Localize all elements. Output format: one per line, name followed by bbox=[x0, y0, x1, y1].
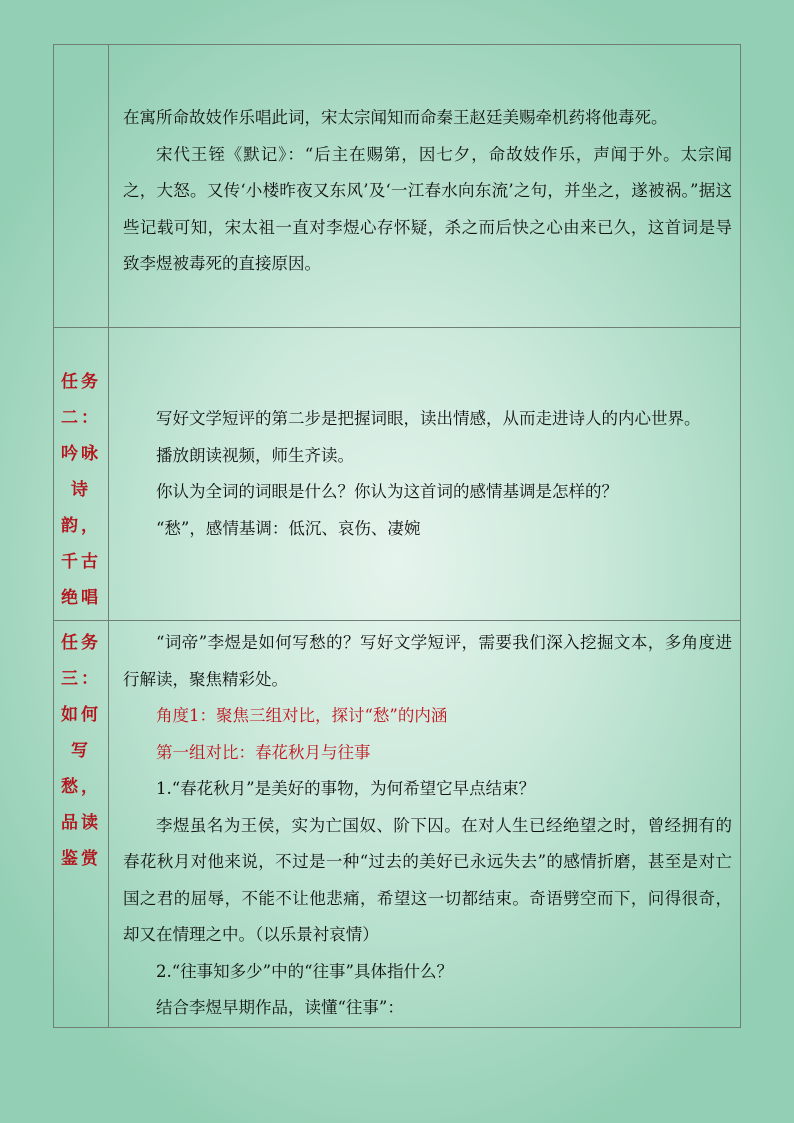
paragraph: 宋代王铚《默记》：“后主在赐第，因七夕，命故妓作乐，声闻于外。太宗闻之，大怒。又传‘小楼昨夜又东风’及‘一江春水向东流’之句，并坐之，遂被祸。”据这些记载可知，宋太祖一直对李煜心存怀疑，杀之而后快之心由来已久，这首词是导致李煜被毒死的直接原因。 bbox=[123, 144, 732, 273]
row-label-cell bbox=[54, 621, 109, 1028]
paragraph: “词帝”李煜是如何写愁的？写好文学短评，需要我们深入挖掘文本，多角度进行解读，聚焦精彩处。 bbox=[123, 633, 732, 689]
row-label-cell bbox=[54, 45, 109, 328]
paragraph: 写好文学短评的第二步是把握词眼，读出情感，从而走进诗人的内心世界。 bbox=[156, 409, 701, 428]
row-content-cell bbox=[109, 328, 741, 621]
comparison-heading: 第一组对比：春花秋月与往事 bbox=[156, 742, 371, 762]
question: 1.“春花秋月”是美好的事物，为何希望它早点结束？ bbox=[156, 779, 536, 798]
task-label: 任务二：吟咏诗韵，千古绝唱 bbox=[61, 372, 101, 608]
row-content-cell bbox=[109, 621, 741, 1028]
lesson-table bbox=[53, 44, 741, 1028]
angle-heading: 角度1：聚焦三组对比，探讨“愁”的内涵 bbox=[156, 706, 448, 725]
table-row bbox=[54, 45, 741, 328]
table-row bbox=[54, 328, 741, 621]
paragraph: 结合李煜早期作品，读懂“往事”： bbox=[156, 998, 404, 1017]
question: 2.“往事知多少”中的“往事”具体指什么？ bbox=[156, 961, 453, 981]
paragraph: “愁”，感情基调：低沉、哀伤、凄婉 bbox=[156, 518, 421, 538]
paragraph: 在寓所命故妓作乐唱此词，宋太宗闻知而命秦王赵廷美赐牵机药将他毒死。 bbox=[123, 108, 668, 127]
table-row bbox=[54, 621, 741, 1028]
paragraph: 李煜虽名为王侯，实为亡国奴、阶下囚。在对人生已经绝望之时，曾经拥有的春花秋月对他来说，不过是一种“过去的美好已永远失去”的感情折磨，甚至是对亡国之君的屈辱，不能不让他悲痛，希望这一切都结束。奇语劈空而下，问得很奇，却又在情理之中。（以乐景衬哀情） bbox=[123, 815, 732, 944]
row-label-cell bbox=[54, 328, 109, 621]
paragraph: 播放朗读视频，师生齐读。 bbox=[156, 445, 354, 465]
task-label: 任务三：如何写愁，品读鉴赏 bbox=[61, 633, 101, 869]
paragraph: 你认为全词的词眼是什么？你认为这首词的感情基调是怎样的？ bbox=[156, 482, 618, 501]
row-content-cell bbox=[109, 45, 741, 328]
